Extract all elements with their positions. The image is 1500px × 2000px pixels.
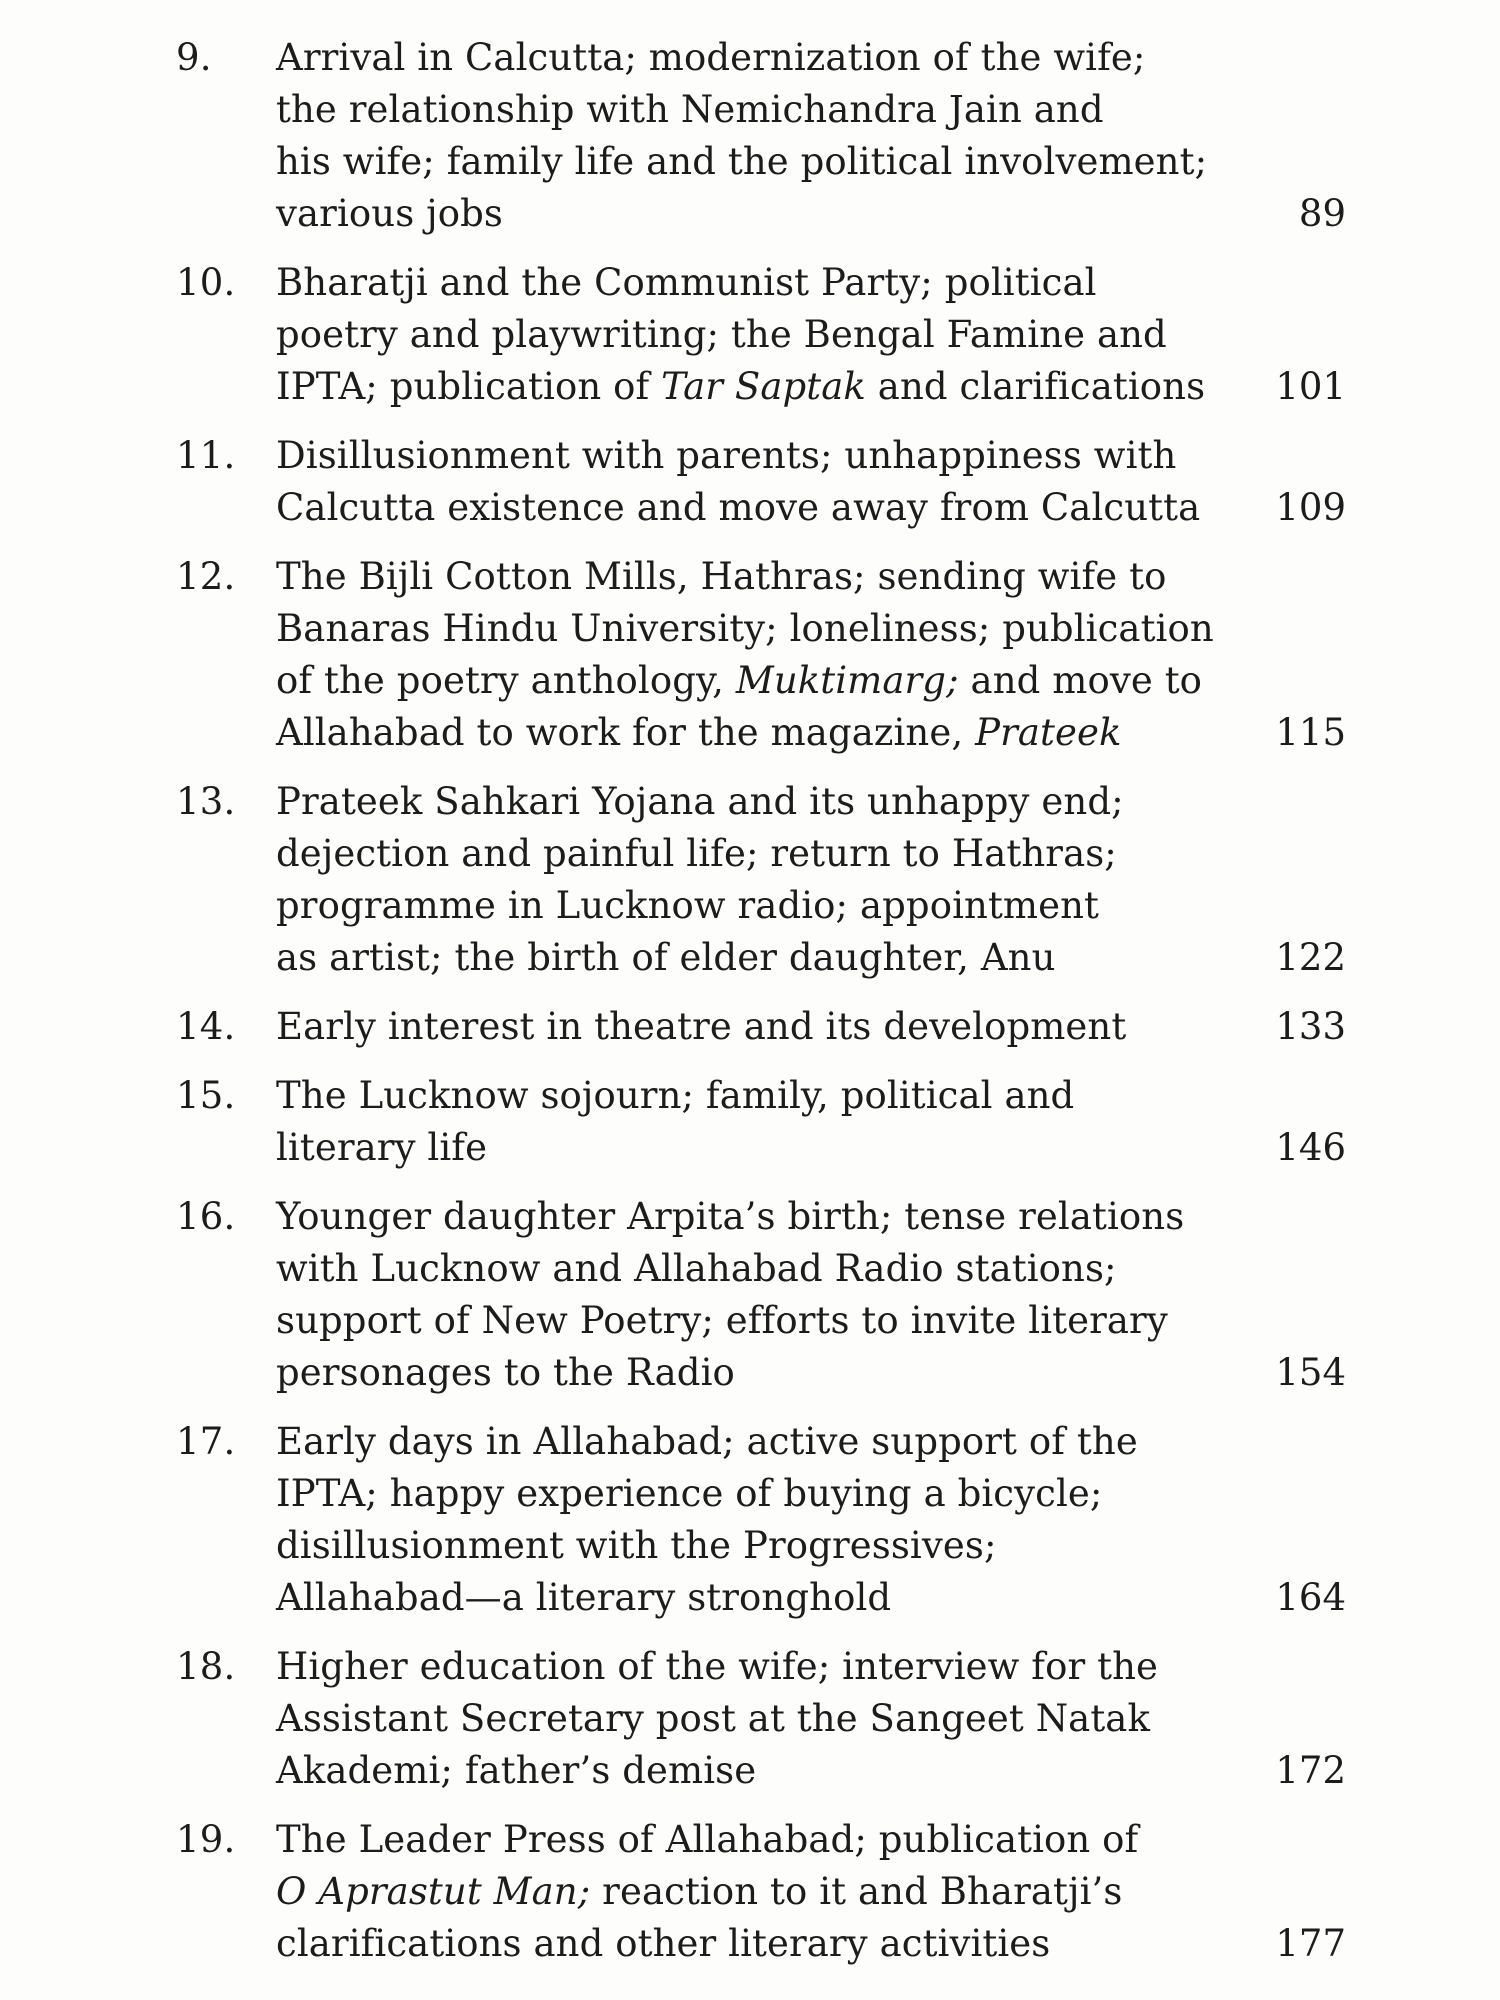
entry-line: The Lucknow sojourn; family, political and xyxy=(276,1074,1075,1117)
entry-line: Arrival in Calcutta; modernization of the wife; xyxy=(276,36,1146,79)
entry-number: 19. xyxy=(176,1818,236,1861)
entry-line: poetry and playwriting; the Bengal Famine and xyxy=(276,313,1167,356)
toc-entry-14 xyxy=(176,1001,1346,1053)
entry-line-text: reaction to it and Bharatji’s xyxy=(590,1870,1123,1913)
entry-title xyxy=(276,1001,1206,1053)
entry-line-text: IPTA; publication of xyxy=(276,365,662,408)
entry-line: Calcutta existence and move away from Calcutta xyxy=(276,486,1201,529)
entry-title xyxy=(276,430,1206,534)
entry-line: The Bijli Cotton Mills, Hathras; sending wife to xyxy=(276,555,1167,598)
entry-number: 9. xyxy=(176,36,212,79)
entry-page-number: 172 xyxy=(1275,1749,1346,1792)
entry-line xyxy=(276,707,1206,759)
toc-entry-19 xyxy=(176,1814,1346,1970)
entry-line: as artist; the birth of elder daughter, Anu xyxy=(276,936,1056,979)
entry-page-number: 146 xyxy=(1275,1126,1346,1169)
entry-page-number: 164 xyxy=(1275,1576,1346,1619)
entry-number: 18. xyxy=(176,1645,236,1688)
entry-number: 17. xyxy=(176,1420,236,1463)
italic-title: Prateek xyxy=(975,711,1122,754)
italic-title: Tar Saptak xyxy=(661,365,866,408)
entry-number: 10. xyxy=(176,261,236,304)
entry-line: clarifications and other literary activities xyxy=(276,1922,1051,1965)
toc-entry-17 xyxy=(176,1416,1346,1624)
entry-line: Assistant Secretary post at the Sangeet Natak xyxy=(276,1697,1150,1740)
entry-line: disillusionment with the Progressives; xyxy=(276,1524,997,1567)
entry-line: literary life xyxy=(276,1126,488,1169)
entry-line: personages to the Radio xyxy=(276,1351,735,1394)
entry-line: Allahabad—a literary stronghold xyxy=(276,1576,892,1619)
entry-line: programme in Lucknow radio; appointment xyxy=(276,884,1099,927)
entry-number: 11. xyxy=(176,434,236,477)
entry-title xyxy=(276,1070,1206,1174)
entry-line: Early days in Allahabad; active support of the xyxy=(276,1420,1138,1463)
entry-line: Banaras Hindu University; loneliness; publication xyxy=(276,607,1214,650)
entry-line: The Leader Press of Allahabad; publication of xyxy=(276,1818,1139,1861)
entry-line: his wife; family life and the political involvement; xyxy=(276,140,1208,183)
entry-line: support of New Poetry; efforts to invite literary xyxy=(276,1299,1168,1342)
entry-line xyxy=(276,655,1206,707)
entry-title xyxy=(276,257,1206,413)
entry-line-text: and move to xyxy=(958,659,1203,702)
entry-line: dejection and painful life; return to Hathras; xyxy=(276,832,1117,875)
entry-title xyxy=(276,1641,1206,1797)
entry-line: Younger daughter Arpita’s birth; tense relations xyxy=(276,1195,1185,1238)
entry-title xyxy=(276,551,1214,759)
toc-entry-15 xyxy=(176,1070,1346,1174)
entry-line: Early interest in theatre and its development xyxy=(276,1005,1127,1048)
entry-line-text: of the poetry anthology, xyxy=(276,659,736,702)
table-of-contents xyxy=(176,32,1346,1987)
entry-page-number: 177 xyxy=(1275,1922,1346,1965)
entry-page-number: 133 xyxy=(1275,1005,1346,1048)
entry-line-text: and clarifications xyxy=(865,365,1206,408)
entry-line: with Lucknow and Allahabad Radio stations; xyxy=(276,1247,1117,1290)
entry-line: various jobs xyxy=(276,192,503,235)
entry-page-number: 101 xyxy=(1275,365,1346,408)
entry-title xyxy=(276,1416,1206,1624)
entry-line: the relationship with Nemichandra Jain and xyxy=(276,88,1104,131)
entry-page-number: 154 xyxy=(1275,1351,1346,1394)
italic-title: Muktimarg; xyxy=(735,659,959,702)
toc-entry-13 xyxy=(176,776,1346,984)
entry-line: Bharatji and the Communist Party; political xyxy=(276,261,1097,304)
entry-number: 13. xyxy=(176,780,236,823)
toc-entry-11 xyxy=(176,430,1346,534)
entry-line-text: Allahabad to work for the magazine, xyxy=(276,711,976,754)
entry-title xyxy=(276,32,1206,240)
entry-line: Prateek Sahkari Yojana and its unhappy end; xyxy=(276,780,1124,823)
entry-line xyxy=(276,361,1206,413)
entry-page-number: 115 xyxy=(1275,711,1346,754)
entry-page-number: 109 xyxy=(1275,486,1346,529)
entry-number: 16. xyxy=(176,1195,236,1238)
italic-title: O Aprastut Man; xyxy=(276,1870,591,1913)
toc-entry-12 xyxy=(176,551,1346,759)
entry-line: Akademi; father’s demise xyxy=(276,1749,757,1792)
entry-page-number: 122 xyxy=(1275,936,1346,979)
entry-title xyxy=(276,1191,1206,1399)
entry-line: IPTA; happy experience of buying a bicycle; xyxy=(276,1472,1103,1515)
entry-title xyxy=(276,776,1206,984)
entry-number: 14. xyxy=(176,1005,236,1048)
toc-entry-9 xyxy=(176,32,1346,240)
entry-line: Disillusionment with parents; unhappiness with xyxy=(276,434,1177,477)
entry-line: Higher education of the wife; interview for the xyxy=(276,1645,1159,1688)
entry-number: 15. xyxy=(176,1074,236,1117)
entry-number: 12. xyxy=(176,555,236,598)
toc-entry-10 xyxy=(176,257,1346,413)
toc-entry-18 xyxy=(176,1641,1346,1797)
entry-page-number: 89 xyxy=(1298,192,1346,235)
toc-entry-16 xyxy=(176,1191,1346,1399)
entry-title xyxy=(276,1814,1206,1970)
entry-line xyxy=(276,1866,1206,1918)
